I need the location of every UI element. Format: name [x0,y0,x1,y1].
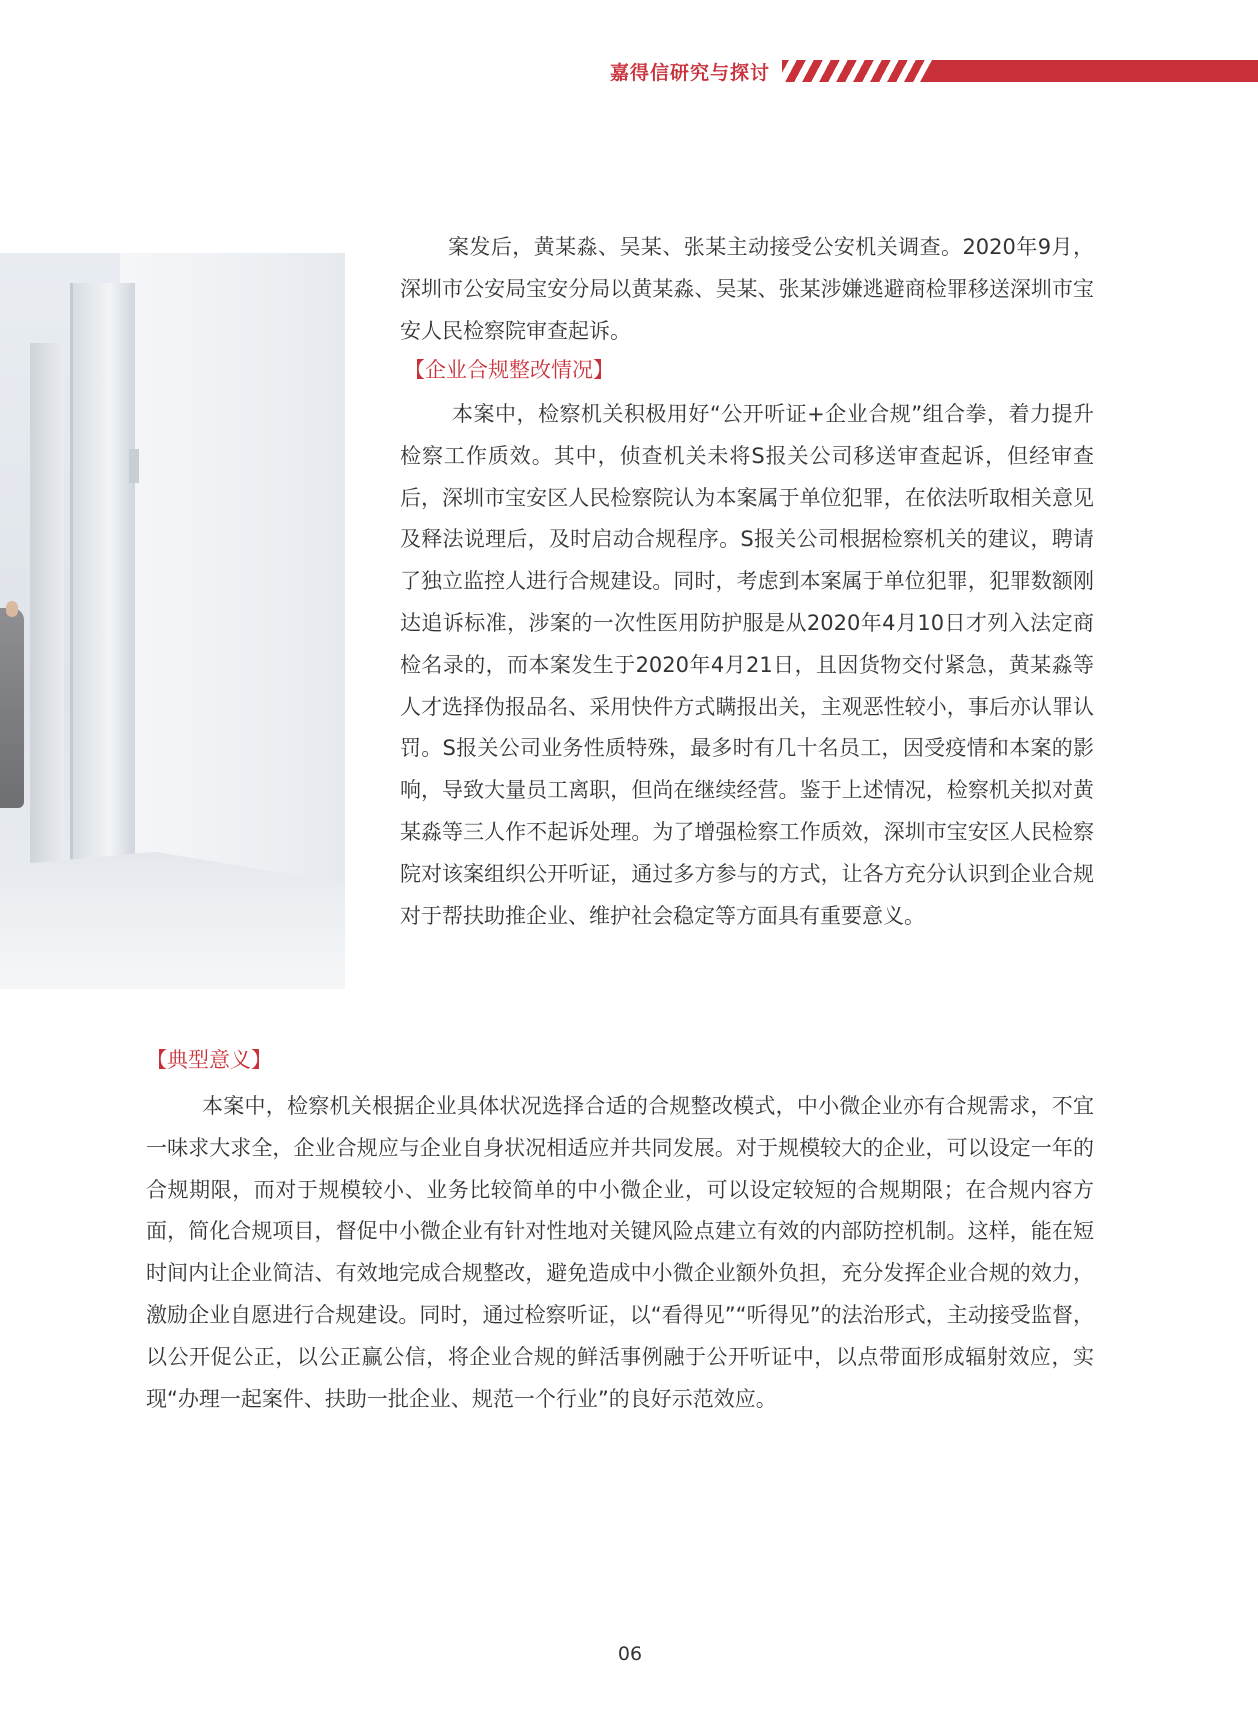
header-title: 嘉得信研究与探讨 [609,62,770,84]
page-number: 06 [617,1643,643,1665]
photo-door [70,283,135,883]
photo-far-door [30,343,64,863]
section-heading-significance: 【典型意义】 [146,1048,272,1072]
photo-person [0,608,24,808]
section-heading-compliance: 【企业合规整改情况】 [404,358,614,382]
photo-person-hand [6,601,18,617]
photo-door-plate [129,449,139,483]
corridor-photo [0,253,345,989]
paragraph-case-after: 案发后，黄某淼、吴某、张某主动接受公安机关调查。2020年9月，深圳市公安局宝安分局以黄某淼、吴某、张某涉嫌逃避商检罪移送深圳市宝安人民检察院审查起诉。 [400,235,1094,343]
paragraph-significance: 本案中，检察机关根据企业具体状况选择合适的合规整改模式，中小微企业亦有合规需求，不宜一味求大求全，企业合规应与企业自身状况相适应并共同发展。对于规模较大的企业，可以设定一年的合规期限，而对于规模较小、业务比较简单的中小微企业，可以设定较短的合规期限；在合规内容方面，简化合规项目，督促中小微企业有针对性地对关键风险点建立有效的内部防控机制。这样，能在短时间内让企业简洁、有效地完成合规整改，避免造成中小微企业额外负担，充分发挥企业合规的效力，激励企业自愿进行合规建设。同时，通过检察听证，以“看得见”“听得见”的法治形式，主动接受监督，以公开促公正，以公正赢公信，将企业合规的鲜活事例融于公开听证中，以点带面形成辐射效应，实现“办理一起案件、扶助一批企业、规范一个行业”的良好示范效应。 [146,1094,1094,1411]
paragraph-compliance: 本案中，检察机关积极用好“公开听证+企业合规”组合拳，着力提升检察工作质效。其中，侦查机关未将S报关公司移送审查起诉，但经审查后，深圳市宝安区人民检察院认为本案属于单位犯罪，在依法听取相关意见及释法说理后，及时启动合规程序。S报关公司根据检察机关的建议，聘请了独立监控人进行合规建设。同时，考虑到本案属于单位犯罪，犯罪数额刚达追诉标准，涉案的一次性医用防护服是从2020年4月10日才列入法定商检名录的，而本案发生于2020年4月21日，且因货物交付紧急，黄某淼等人才选择伪报品名、采用快件方式瞒报出关，主观恶性较小，事后亦认罪认罚。S报关公司业务性质特殊，最多时有几十名员工，因受疫情和本案的影响，导致大量员工离职，但尚在继续经营。鉴于上述情况，检察机关拟对黄某淼等三人作不起诉处理。为了增强检察工作质效，深圳市宝安区人民检察院对该案组织公开听证，通过多方参与的方式，让各方充分认识到企业合规对于帮扶助推企业、维护社会稳定等方面具有重要意义。 [400,402,1094,928]
header-red-bar [920,60,1258,82]
